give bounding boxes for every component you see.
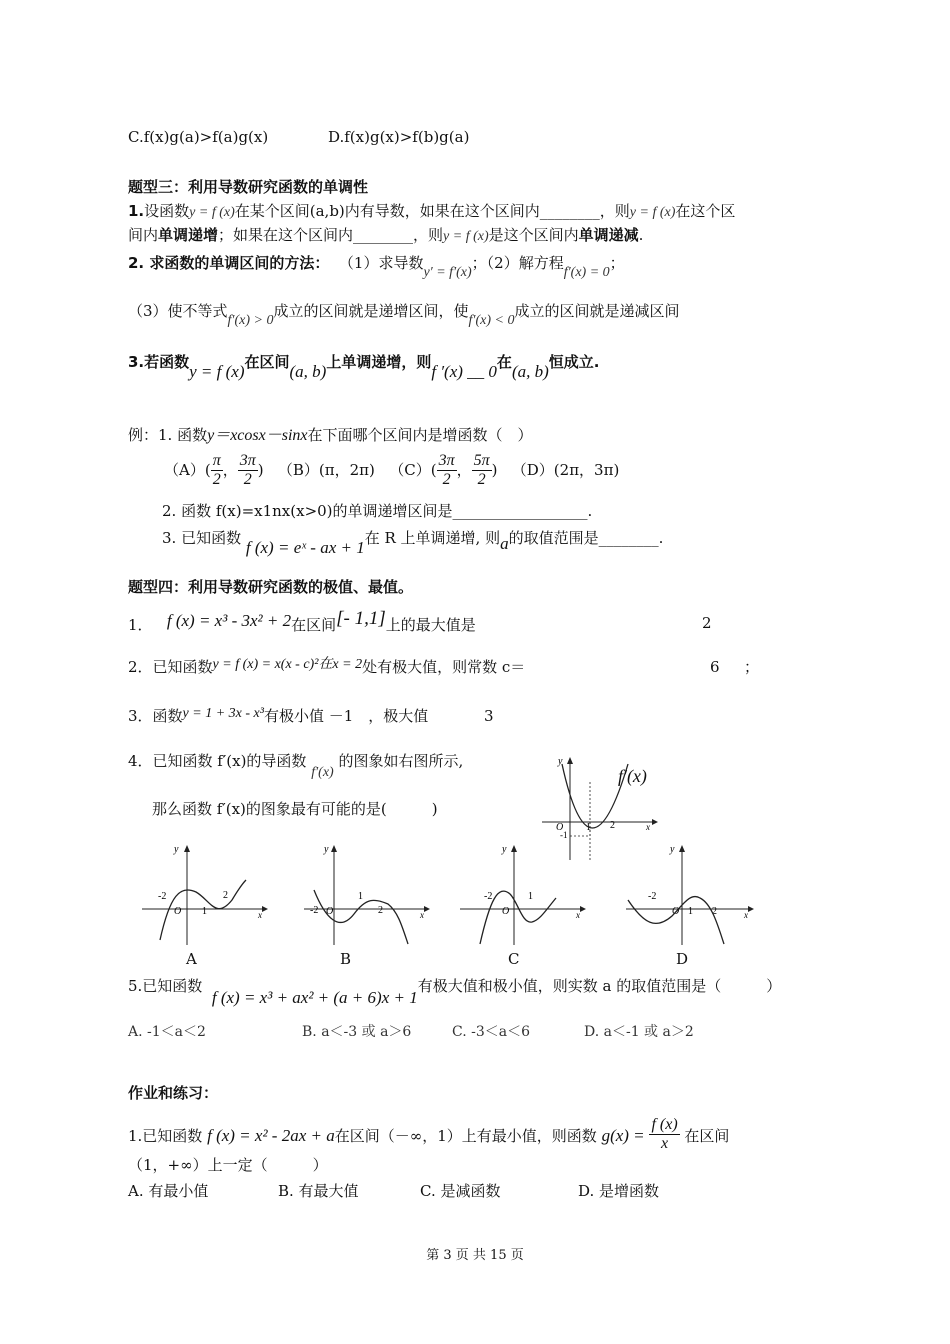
svg-text:2: 2 bbox=[712, 906, 717, 917]
svg-text:-1: -1 bbox=[560, 830, 568, 840]
q3: 3．函数y = 1 + 3x - x³有极小值 －1 ，极大值 bbox=[128, 706, 429, 725]
q4-line-1: 4．已知函数 f′(x)的导函数 f′(x) 的图象如右图所示, bbox=[128, 752, 464, 780]
svg-text:O: O bbox=[174, 906, 182, 917]
svg-text:x: x bbox=[646, 822, 650, 832]
q2: 2．已知函数y = f (x) = x(x - c)²在x = 2处有极大值，则常数 c＝ bbox=[128, 657, 526, 676]
q3-answer: 3 bbox=[484, 707, 494, 725]
svg-text:1: 1 bbox=[528, 891, 533, 902]
q2-end: ； bbox=[744, 658, 760, 676]
q5-option-d: D. a＜-1 或 a＞2 bbox=[584, 1024, 694, 1040]
svg-text:1: 1 bbox=[586, 822, 591, 833]
example-3: 3. 已知函数 f (x) = eˣ - ax + 1在 R 上单调递增, 则a的取值范围是________. bbox=[162, 529, 664, 557]
q1: 1． f (x) = x³ - 3x² + 2在区间[- 1,1]上的最大值是 bbox=[128, 608, 476, 634]
section-4-title: 题型四：利用导数研究函数的极值、最值。 bbox=[128, 578, 414, 596]
hw-1-line-2: （1，+∞）上一定（ ） bbox=[128, 1156, 328, 1174]
choice-c-label: C bbox=[508, 950, 520, 968]
svg-text:1: 1 bbox=[688, 906, 693, 917]
svg-text:x: x bbox=[258, 910, 262, 920]
fraction: $\frac{\pi}{2}$ bbox=[212, 452, 221, 489]
sec3-line-3: 2. 求函数的单调区间的方法： （1）求导数y′ = f′(x)；（2）解方程f′(x) = 0； bbox=[128, 254, 625, 280]
q4-line-2: 那么函数 f′(x)的图象最有可能的是( ) bbox=[152, 800, 438, 818]
option-c: C.f(x)g(a)>f(a)g(x) bbox=[128, 128, 269, 146]
graph-b bbox=[300, 840, 432, 950]
svg-text:-2: -2 bbox=[648, 891, 657, 902]
svg-text:y: y bbox=[174, 844, 179, 855]
sec3-line-1: 1.设函数y = f (x)在某个区间(a,b)内有导数，如果在这个区间内________，则y = f (x)在这个区 bbox=[128, 202, 736, 220]
graph-d bbox=[622, 840, 757, 950]
svg-text:x: x bbox=[576, 910, 580, 920]
q5-option-c: C. -3＜a＜6 bbox=[452, 1024, 531, 1040]
sec3-line-5: 3.若函数y = f (x)在区间(a, b)上单调递增，则f ′(x) __ 0在(a, b)恒成立. bbox=[128, 353, 600, 381]
choice-a-label: A bbox=[186, 950, 197, 968]
hw-option-c: C. 是减函数 bbox=[420, 1182, 501, 1200]
q5: 5.已知函数 f (x) = x³ + ax² + (a + 6)x + 1有极大值和极小值，则实数 a 的取值范围是（ ） bbox=[128, 977, 782, 1007]
svg-text:-2: -2 bbox=[484, 891, 493, 902]
svg-text:2: 2 bbox=[223, 890, 228, 901]
graph-a bbox=[138, 840, 270, 950]
section-3-title: 题型三：利用导数研究函数的单调性 bbox=[128, 178, 369, 196]
svg-text:y: y bbox=[502, 844, 507, 855]
sec3-line-2: 间内单调递增；如果在这个区间内________，则y = f (x)是这个区间内单调递减. bbox=[128, 226, 644, 244]
svg-text:O: O bbox=[326, 906, 334, 917]
svg-text:2: 2 bbox=[610, 820, 615, 831]
svg-text:-2: -2 bbox=[158, 891, 167, 902]
svg-text:O: O bbox=[556, 822, 564, 833]
q2-answer: 6 bbox=[710, 658, 720, 676]
example-2: 2. 函数 f(x)=x1nx(x>0)的单调递增区间是__________________. bbox=[162, 502, 593, 520]
q1-answer: 2 bbox=[702, 614, 712, 632]
svg-text:y: y bbox=[558, 756, 563, 767]
hw-1: 1.已知函数 f (x) = x² - 2ax + a在区间（－∞，1）上有最小值，则函数 g(x) = $\frac{f (x)}{x}$ 在区间 bbox=[128, 1116, 730, 1153]
example-1-options: （A）( $\frac{\pi}{2}$ ， $\frac{3\pi}{2}$ ) （B）(π，2π) （C）( $\frac{3\pi}{2}$ ， $\frac{5\pi}{2}$ ) （D）(2π，3π) bbox=[164, 452, 620, 489]
svg-text:1: 1 bbox=[358, 891, 363, 902]
choice-b-label: B bbox=[340, 950, 352, 968]
hw-option-a: A. 有最小值 bbox=[128, 1182, 209, 1200]
q5-option-b: B. a＜-3 或 a＞6 bbox=[302, 1024, 412, 1040]
fprime-label: f′(x) bbox=[618, 766, 647, 786]
sec3-line-4: （3）使不等式f′(x) > 0成立的区间就是递增区间，使f′(x) < 0成立的区间就是递减区间 bbox=[128, 302, 680, 328]
svg-text:y: y bbox=[324, 844, 329, 855]
svg-text:1: 1 bbox=[202, 906, 207, 917]
option-d: D.f(x)g(x)>f(b)g(a) bbox=[328, 128, 470, 146]
svg-text:x: x bbox=[420, 910, 424, 920]
q5-option-a: A. -1＜a＜2 bbox=[128, 1024, 206, 1040]
svg-text:-2: -2 bbox=[310, 905, 319, 916]
fraction: $\frac{f (x)}{x}$ bbox=[651, 1116, 678, 1153]
svg-text:O: O bbox=[502, 906, 510, 917]
svg-text:O: O bbox=[672, 906, 680, 917]
fraction: $\frac{5\pi}{2}$ bbox=[473, 452, 490, 489]
svg-text:x: x bbox=[744, 910, 748, 920]
fraction: $\frac{3\pi}{2}$ bbox=[239, 452, 256, 489]
graph-c bbox=[456, 840, 588, 950]
svg-text:2: 2 bbox=[378, 905, 383, 916]
example-1: 例：1. 函数y＝xcosx－sinx在下面哪个区间内是增函数（ ） bbox=[128, 426, 533, 444]
choice-d-label: D bbox=[676, 950, 689, 968]
svg-text:y: y bbox=[670, 844, 675, 855]
hw-option-d: D. 是增函数 bbox=[578, 1182, 660, 1200]
page-footer: 第 3 页 共 15 页 bbox=[426, 1248, 524, 1263]
homework-title: 作业和练习： bbox=[128, 1084, 219, 1102]
fraction: $\frac{3\pi}{2}$ bbox=[438, 452, 455, 489]
hw-option-b: B. 有最大值 bbox=[278, 1182, 359, 1200]
